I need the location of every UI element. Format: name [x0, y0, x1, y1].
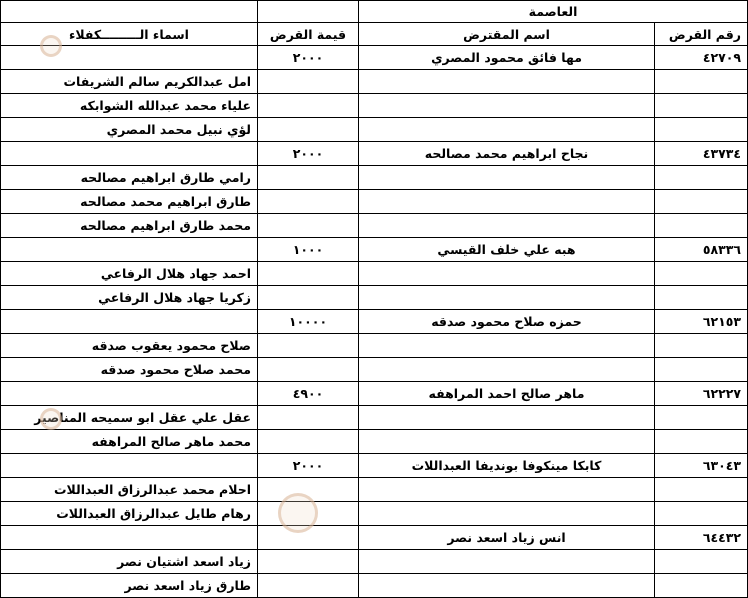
- empty-cell: [258, 190, 359, 214]
- sponsor-name: احمد جهاد هلال الرفاعي: [1, 262, 258, 286]
- sponsor-row: [1, 574, 748, 598]
- sponsor-name: عقل علي عقل ابو سميحه المناصير: [1, 406, 258, 430]
- sponsor-row: [1, 286, 748, 310]
- borrower-name: ماهر صالح احمد المراهفه: [359, 382, 655, 406]
- empty-cell: [655, 214, 748, 238]
- loan-number: ٤٢٧٠٩: [655, 46, 748, 70]
- empty-cell: [655, 70, 748, 94]
- empty-cell: [359, 286, 655, 310]
- empty-cell: [258, 286, 359, 310]
- loan-number: ٦٤٤٣٢: [655, 526, 748, 550]
- empty-cell: [258, 574, 359, 598]
- empty-cell: [655, 190, 748, 214]
- loan-value: ٢٠٠٠: [258, 46, 359, 70]
- empty-cell: [258, 550, 359, 574]
- sponsor-name: امل عبدالكريم سالم الشريفات: [1, 70, 258, 94]
- loan-number: ٦٣٠٤٣: [655, 454, 748, 478]
- borrower-name: حمزه صلاح محمود صدقه: [359, 310, 655, 334]
- sponsor-blank: [1, 454, 258, 478]
- sponsor-name: رهام طايل عبدالرزاق العبداللات: [1, 502, 258, 526]
- sponsor-name: احلام محمد عبدالرزاق العبداللات: [1, 478, 258, 502]
- empty-cell: [258, 118, 359, 142]
- sponsor-row: [1, 334, 748, 358]
- empty-cell: [655, 574, 748, 598]
- empty-cell: [258, 166, 359, 190]
- empty-cell: [655, 334, 748, 358]
- empty-cell: [655, 118, 748, 142]
- empty-cell: [359, 550, 655, 574]
- borrower-name: نجاح ابراهيم محمد مصالحه: [359, 142, 655, 166]
- sponsor-row: [1, 406, 748, 430]
- empty-cell: [359, 94, 655, 118]
- sponsor-name: لؤي نبيل محمد المصري: [1, 118, 258, 142]
- empty-cell: [655, 94, 748, 118]
- empty-cell: [359, 574, 655, 598]
- sponsor-name: محمد صلاح محمود صدقه: [1, 358, 258, 382]
- sponsor-name: صلاح محمود يعقوب صدقه: [1, 334, 258, 358]
- empty-cell: [258, 502, 359, 526]
- sponsor-row: [1, 262, 748, 286]
- loan-number: ٦٢١٥٣: [655, 310, 748, 334]
- empty-cell: [359, 262, 655, 286]
- loan-row: [1, 142, 748, 166]
- borrower-name: هبه علي خلف القيسي: [359, 238, 655, 262]
- region-title: العاصمة: [359, 1, 748, 23]
- empty-cell: [655, 358, 748, 382]
- empty-cell: [655, 478, 748, 502]
- empty-cell: [258, 334, 359, 358]
- sponsor-name: علياء محمد عبدالله الشوابكه: [1, 94, 258, 118]
- loans-table-body: [1, 1, 748, 598]
- empty-cell: [655, 166, 748, 190]
- loan-row: [1, 526, 748, 550]
- empty-cell: [655, 550, 748, 574]
- empty-cell: [359, 70, 655, 94]
- borrower-name: مها فائق محمود المصري: [359, 46, 655, 70]
- header-row: [1, 23, 748, 46]
- empty-cell: [258, 406, 359, 430]
- sponsor-name: زكريا جهاد هلال الرفاعي: [1, 286, 258, 310]
- empty-cell: [258, 478, 359, 502]
- sponsor-blank: [1, 46, 258, 70]
- title-blank-value: [258, 1, 359, 23]
- sponsor-blank: [1, 238, 258, 262]
- sponsor-name: طارق زياد اسعد نصر: [1, 574, 258, 598]
- empty-cell: [359, 406, 655, 430]
- header-borrower: اسم المقترض: [359, 23, 655, 46]
- empty-cell: [258, 430, 359, 454]
- empty-cell: [359, 214, 655, 238]
- header-sponsors: اسماء الـــــــــكفلاء: [1, 23, 258, 46]
- empty-cell: [655, 262, 748, 286]
- empty-cell: [258, 94, 359, 118]
- loan-row: [1, 382, 748, 406]
- sponsor-row: [1, 214, 748, 238]
- loan-value: ٢٠٠٠: [258, 454, 359, 478]
- loan-value: [258, 526, 359, 550]
- sponsor-blank: [1, 310, 258, 334]
- sponsor-name: زياد اسعد اشتيان نصر: [1, 550, 258, 574]
- header-loan-value: قيمة القرض: [258, 23, 359, 46]
- loan-row: [1, 454, 748, 478]
- header-loan-number: رقم القرض: [655, 23, 748, 46]
- sponsor-blank: [1, 142, 258, 166]
- loan-value: ١٠٠٠٠: [258, 310, 359, 334]
- empty-cell: [258, 262, 359, 286]
- empty-cell: [258, 70, 359, 94]
- sponsor-name: رامي طارق ابراهيم مصالحه: [1, 166, 258, 190]
- empty-cell: [258, 214, 359, 238]
- loan-number: ٦٢٢٢٧: [655, 382, 748, 406]
- sponsor-row: [1, 118, 748, 142]
- sponsor-row: [1, 478, 748, 502]
- sponsor-row: [1, 358, 748, 382]
- loan-value: ١٠٠٠: [258, 238, 359, 262]
- empty-cell: [359, 478, 655, 502]
- empty-cell: [655, 406, 748, 430]
- borrower-name: كابكا مينكوفا بونديفا العبداللات: [359, 454, 655, 478]
- sponsor-name: محمد ماهر صالح المراهفه: [1, 430, 258, 454]
- empty-cell: [359, 118, 655, 142]
- loan-value: ٢٠٠٠: [258, 142, 359, 166]
- loan-number: ٤٣٧٣٤: [655, 142, 748, 166]
- title-row: [1, 1, 748, 23]
- empty-cell: [359, 166, 655, 190]
- empty-cell: [359, 358, 655, 382]
- sponsor-row: [1, 430, 748, 454]
- empty-cell: [359, 190, 655, 214]
- sponsor-row: [1, 190, 748, 214]
- empty-cell: [359, 502, 655, 526]
- empty-cell: [359, 334, 655, 358]
- sponsor-row: [1, 166, 748, 190]
- sponsor-row: [1, 502, 748, 526]
- sponsor-blank: [1, 382, 258, 406]
- empty-cell: [655, 430, 748, 454]
- empty-cell: [258, 358, 359, 382]
- borrower-name: انس زياد اسعد نصر: [359, 526, 655, 550]
- sponsor-row: [1, 94, 748, 118]
- loan-number: ٥٨٣٣٦: [655, 238, 748, 262]
- empty-cell: [359, 430, 655, 454]
- sponsor-blank: [1, 526, 258, 550]
- loan-row: [1, 238, 748, 262]
- sponsor-name: طارق ابراهيم محمد مصالحه: [1, 190, 258, 214]
- loan-row: [1, 310, 748, 334]
- loan-row: [1, 46, 748, 70]
- sponsor-row: [1, 70, 748, 94]
- empty-cell: [655, 286, 748, 310]
- title-blank-sponsor: [1, 1, 258, 23]
- sponsor-row: [1, 550, 748, 574]
- empty-cell: [655, 502, 748, 526]
- sponsor-name: محمد طارق ابراهيم مصالحه: [1, 214, 258, 238]
- loan-value: ٤٩٠٠: [258, 382, 359, 406]
